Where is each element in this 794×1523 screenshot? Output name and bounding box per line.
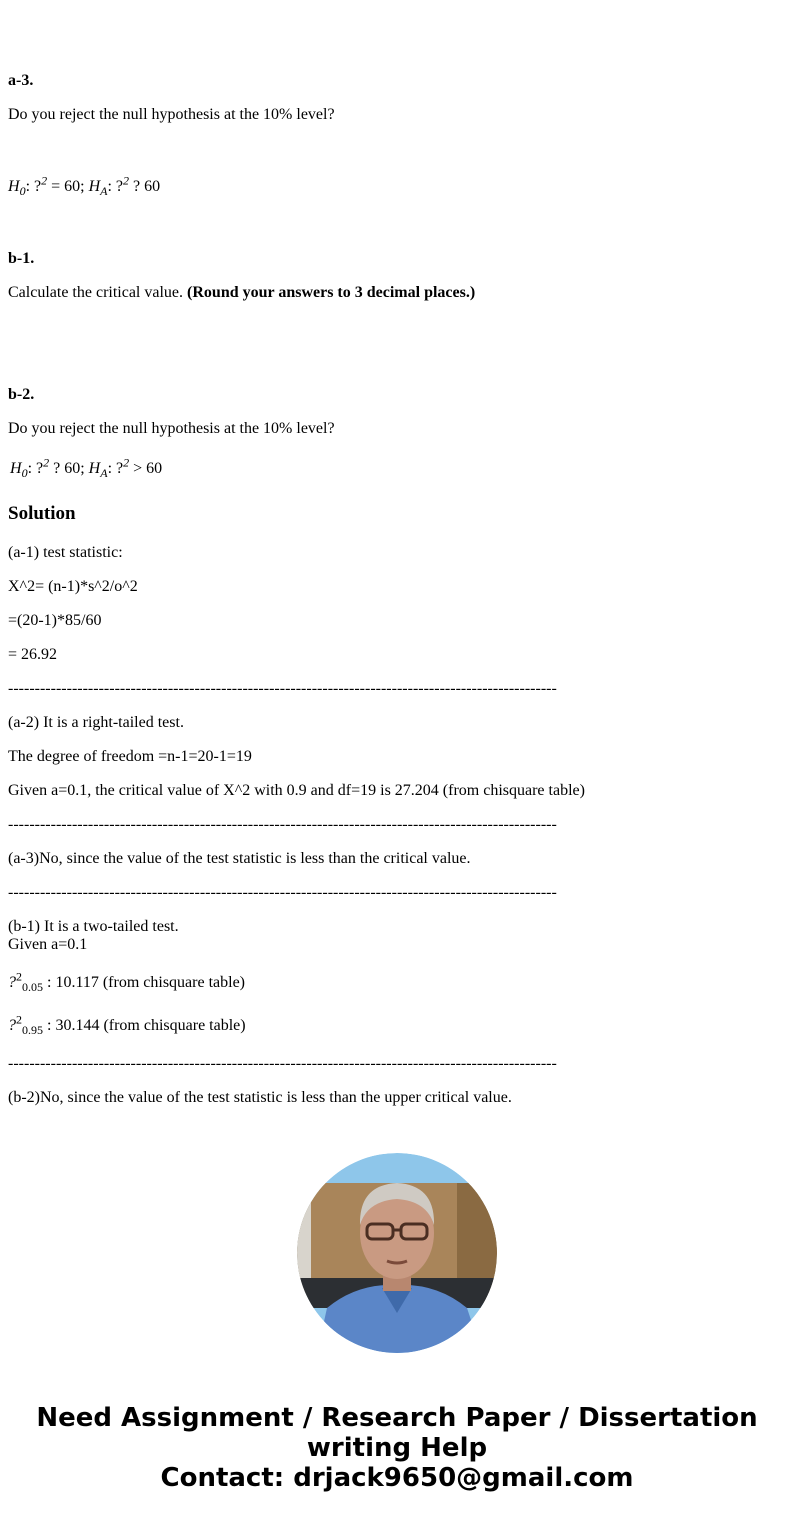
separator: ------------------------------------------------------------------------------------------------------- (8, 680, 557, 697)
promo-contact[interactable]: Contact: drjack9650@gmail.com (160, 1463, 634, 1493)
h-symbol: H (10, 460, 22, 477)
hyp-text: : ? (107, 460, 124, 477)
hyp-text: = 60; (47, 178, 89, 195)
hyp-text: > 60 (129, 460, 163, 477)
promo-line-1: Need Assignment / Research Paper / Dissertation (36, 1403, 758, 1433)
b1-emphasis: (Round your answers to 3 decimal places.) (187, 284, 476, 301)
h-subscript: 0 (19, 184, 26, 199)
a3-hypothesis (8, 173, 161, 199)
chi-symbol: ? (8, 974, 16, 991)
h-symbol: H (8, 178, 20, 195)
hyp-text: : ? (107, 178, 124, 195)
hyp-superscript: 2 (123, 455, 130, 470)
h-symbol: H (88, 178, 101, 195)
b1-label: b-1. (8, 250, 35, 267)
chi-subscript: 0.95 (22, 1023, 43, 1038)
h-subscript: A (100, 466, 108, 481)
chi-symbol: ? (8, 1017, 16, 1034)
b1-instruction (8, 284, 475, 302)
hyp-text: ? 60 (129, 178, 161, 195)
b1-solution-title: (b-1) It is a two-tailed test. (8, 918, 179, 935)
a2-critical-value: Given a=0.1, the critical value of X^2 with 0.9 and df=19 is 27.204 (from chisquare table) (8, 782, 585, 799)
separator: ------------------------------------------------------------------------------------------------------- (8, 816, 557, 833)
separator: ------------------------------------------------------------------------------------------------------- (8, 884, 557, 901)
h-subscript: 0 (21, 466, 28, 481)
a1-substitution: =(20-1)*85/60 (8, 612, 102, 629)
a1-formula: X^2= (n-1)*s^2/o^2 (8, 578, 138, 595)
a3-answer: (a-3)No, since the value of the test statistic is less than the critical value. (8, 850, 471, 867)
critical-text: : 30.144 (from chisquare table) (43, 1017, 246, 1034)
promo-line-2: writing Help (306, 1433, 488, 1463)
b1-lower-critical (8, 969, 246, 995)
a3-question: Do you reject the null hypothesis at the 10% level? (8, 106, 335, 123)
h-subscript: A (100, 184, 108, 199)
a3-label: a-3. (8, 72, 34, 89)
b2-hypothesis (10, 455, 163, 481)
hyp-superscript: 2 (41, 173, 48, 188)
b1-text: Calculate the critical value. (8, 284, 188, 301)
critical-text: : 10.117 (from chisquare table) (43, 974, 246, 991)
chi-superscript: 2 (16, 1012, 22, 1027)
hyp-text: ? 60; (49, 460, 89, 477)
hyp-text: : ? (27, 460, 44, 477)
b2-answer: (b-2)No, since the value of the test statistic is less than the upper critical value. (8, 1089, 512, 1106)
a1-title: (a-1) test statistic: (8, 544, 123, 561)
chi-superscript: 2 (16, 969, 22, 984)
h-symbol: H (88, 460, 101, 477)
a2-degrees-of-freedom: The degree of freedom =n-1=20-1=19 (8, 748, 252, 765)
hyp-superscript: 2 (43, 455, 50, 470)
b1-given: Given a=0.1 (8, 936, 88, 953)
hyp-text: : ? (25, 178, 42, 195)
a1-result: = 26.92 (8, 646, 58, 663)
b2-question: Do you reject the null hypothesis at the 10% level? (8, 420, 335, 437)
a2-title: (a-2) It is a right-tailed test. (8, 714, 184, 731)
promo-banner (0, 1403, 794, 1493)
b1-upper-critical (8, 1012, 246, 1038)
solution-heading: Solution (8, 503, 76, 524)
chi-subscript: 0.05 (22, 980, 43, 995)
separator: ------------------------------------------------------------------------------------------------------- (8, 1055, 557, 1072)
author-photo (297, 1153, 497, 1353)
b2-label: b-2. (8, 386, 35, 403)
author-photo-illustration (297, 1153, 497, 1353)
hyp-superscript: 2 (123, 173, 130, 188)
